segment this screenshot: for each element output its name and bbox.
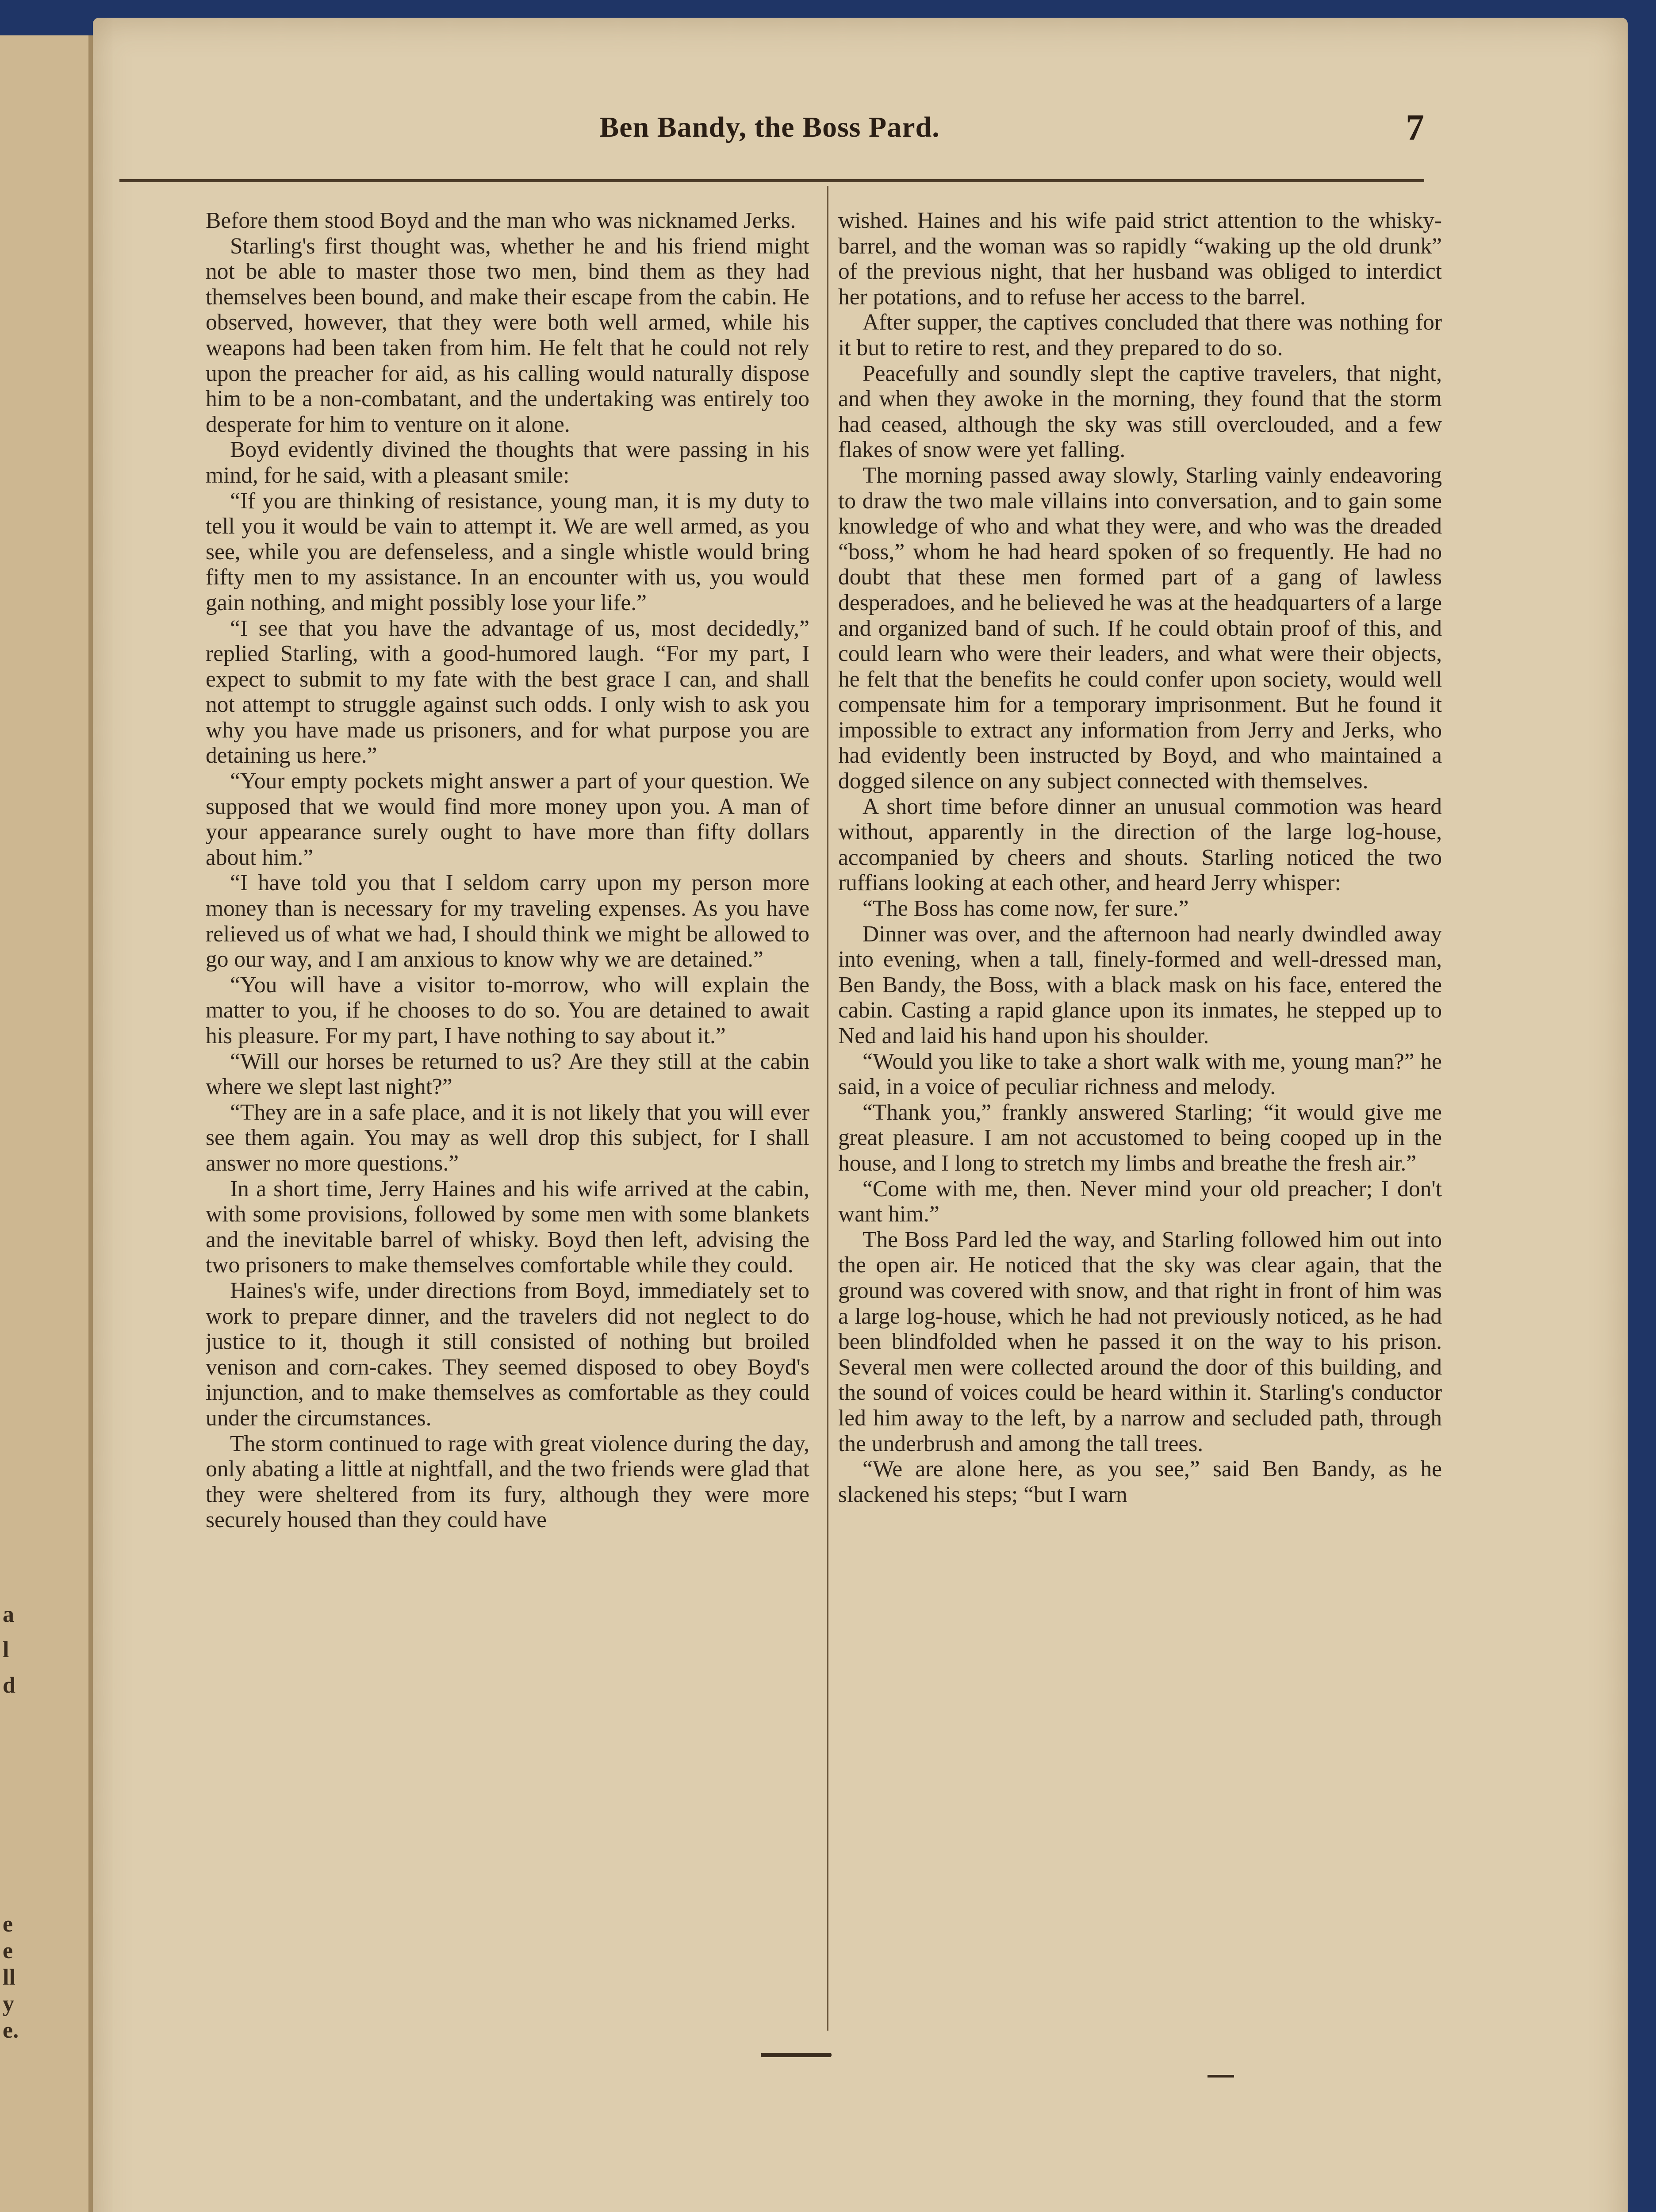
right-column	[838, 208, 1442, 2044]
paragraph: Dinner was over, and the afternoon had nearly dwindled away into evening, when a tall, finely-formed and well-dressed man, Ben Bandy, the Boss, with a black mask on his face, entered the cabin. Casting a rapid glance upon its inmates, he stepped up to Ned and laid his hand upon his shoulder.	[838, 921, 1442, 1048]
running-header	[115, 106, 1424, 159]
paragraph: “The Boss has come now, fer sure.”	[862, 896, 1189, 922]
previous-page-edge	[0, 35, 93, 2212]
page-number: 7	[1406, 107, 1424, 148]
printer-mark	[761, 2053, 832, 2057]
previous-page-fragment: e	[3, 1938, 13, 1963]
previous-page-fragment: d	[3, 1673, 15, 1698]
paragraph: The Boss Pard led the way, and Starling followed him out into the open air. He noticed that the sky was clear again, that the ground was covered with snow, and that right in front of him was a large log-house, which he had not previously noticed, as he had been blindfolded when he passed it on the way to his prison. Several men were collected around the door of this building, and the sound of voices could be heard within it. Starling's conductor led him away to the left, by a narrow and secluded path, through the underbrush and among the tall trees.	[838, 1227, 1442, 1456]
paragraph: A short time before dinner an unusual commotion was heard without, apparently in the direction of the large log-house, accompanied by cheers and shouts. Starling noticed the two ruffians looking at each other, and heard Jerry whisper:	[838, 794, 1442, 896]
previous-page-fragment: e.	[3, 2018, 19, 2043]
header-rule	[119, 179, 1424, 182]
paragraph: “Will our horses be returned to us? Are they still at the cabin where we slept last night?”	[206, 1048, 809, 1100]
paragraph: Boyd evidently divined the thoughts that were passing in his mind, for he said, with a pleasant smile:	[206, 437, 809, 488]
paragraph: “Your empty pockets might answer a part of your question. We supposed that we would find more money upon you. A man of your appearance surely ought to have more than fifty dollars about him.”	[206, 768, 809, 870]
paragraph: “Thank you,” frankly answered Starling; “it would give me great pleasure. I am not accustomed to being cooped up in the house, and I long to stretch my limbs and breathe the fresh air.”	[838, 1099, 1442, 1176]
paragraph: Starling's first thought was, whether he and his friend might not be able to master those two men, bind them as they had themselves been bound, and make their escape from the cabin. He observed, however, that they were both well armed, while his weapons had been taken from him. He felt that he could not rely upon the preacher for aid, as his calling would naturally dispose him to be a non-combatant, and the undertaking was entirely too desperate for him to venture on it alone.	[206, 233, 809, 437]
paragraph: Peacefully and soundly slept the captive travelers, that night, and when they awoke in the morning, they found that the storm had ceased, although the sky was still overclouded, and a few flakes of snow were yet falling.	[838, 361, 1442, 463]
paragraph: “Would you like to take a short walk with me, young man?” he said, in a voice of peculiar richness and melody.	[838, 1048, 1442, 1100]
left-column	[206, 208, 809, 2044]
paragraph: wished. Haines and his wife paid strict attention to the whisky-barrel, and the woman was so rapidly “waking up the old drunk” of the previous night, that her husband was obliged to interdict her potations, and to refuse her access to the barrel.	[838, 208, 1442, 310]
paragraph: “You will have a visitor to-morrow, who will explain the matter to you, if he chooses to do so. You are detained to await his pleasure. For my part, I have nothing to say about it.”	[206, 972, 809, 1048]
paragraph: Before them stood Boyd and the man who was nicknamed Jerks.	[206, 208, 796, 233]
paragraph: “I see that you have the advantage of us, most decidedly,” replied Starling, with a good-humored laugh. “For my part, I expect to submit to my fate with the best grace I can, and shall not attempt to struggle against such odds. I only wish to ask you why you have made us prisoners, and for what purpose you are detaining us here.”	[206, 615, 809, 768]
paragraph: “If you are thinking of resistance, young man, it is my duty to tell you it would be vain to attempt it. We are well armed, as you see, while you are defenseless, and a single whistle would bring fifty men to my assistance. In an encounter with us, you would gain nothing, and might possibly lose your life.”	[206, 488, 809, 615]
paragraph: “They are in a safe place, and it is not likely that you will ever see them again. You may as well drop this subject, for I shall answer no more questions.”	[206, 1099, 809, 1176]
paragraph: Haines's wife, under directions from Boyd, immediately set to work to prepare dinner, and the travelers did not neglect to do justice to it, though it still consisted of nothing but broiled venison and corn-cakes. They seemed disposed to obey Boyd's injunction, and to make themselves as comfortable as they could under the circumstances.	[206, 1278, 809, 1431]
paragraph: After supper, the captives concluded that there was nothing for it but to retire to rest, and they prepared to do so.	[838, 310, 1442, 361]
previous-page-fragment: ll	[3, 1965, 15, 1990]
paragraph: “We are alone here, as you see,” said Ben Bandy, as he slackened his steps; “but I warn	[838, 1456, 1442, 1507]
paragraph: The morning passed away slowly, Starling vainly endeavoring to draw the two male villains into conversation, and to gain some knowledge of who and what they were, and who was the dreaded “boss,” whom he had heard spoken of so frequently. He had no doubt that these men formed part of a gang of lawless desperadoes, and he believed he was at the headquarters of a large and organized band of such. If he could obtain proof of this, and could learn who were their leaders, and what were their objects, he felt that the benefits he could confer upon society, would well compensate him for a temporary imprisonment. But he found it impossible to extract any information from Jerry and Jerks, who had evidently been instructed by Boyd, and who maintained a dogged silence on any subject connected with themselves.	[838, 462, 1442, 794]
previous-page-fragment: y	[3, 1991, 14, 2016]
paragraph: “I have told you that I seldom carry upon my person more money than is necessary for my traveling expenses. As you have relieved us of what we had, I should think we might be allowed to go our way, and I am anxious to know why we are detained.”	[206, 870, 809, 972]
printer-dash	[1208, 2075, 1234, 2078]
previous-page-fragment: a	[3, 1602, 14, 1627]
paragraph: In a short time, Jerry Haines and his wife arrived at the cabin, with some provisions, followed by some men with some blankets and the inevitable barrel of whisky. Boyd then left, advising the two prisoners to make themselves comfortable while they could.	[206, 1176, 809, 1278]
previous-page-fragment: e	[3, 1912, 13, 1937]
running-title: Ben Bandy, the Boss Pard.	[599, 111, 940, 143]
paragraph: The storm continued to rage with great violence during the day, only abating a little at nightfall, and the two friends were glad that they were sheltered from its fury, although they were more securely housed than they could have	[206, 1431, 809, 1533]
previous-page-fragment: l	[3, 1637, 9, 1663]
column-divider	[827, 186, 828, 2031]
paragraph: “Come with me, then. Never mind your old preacher; I don't want him.”	[838, 1176, 1442, 1227]
